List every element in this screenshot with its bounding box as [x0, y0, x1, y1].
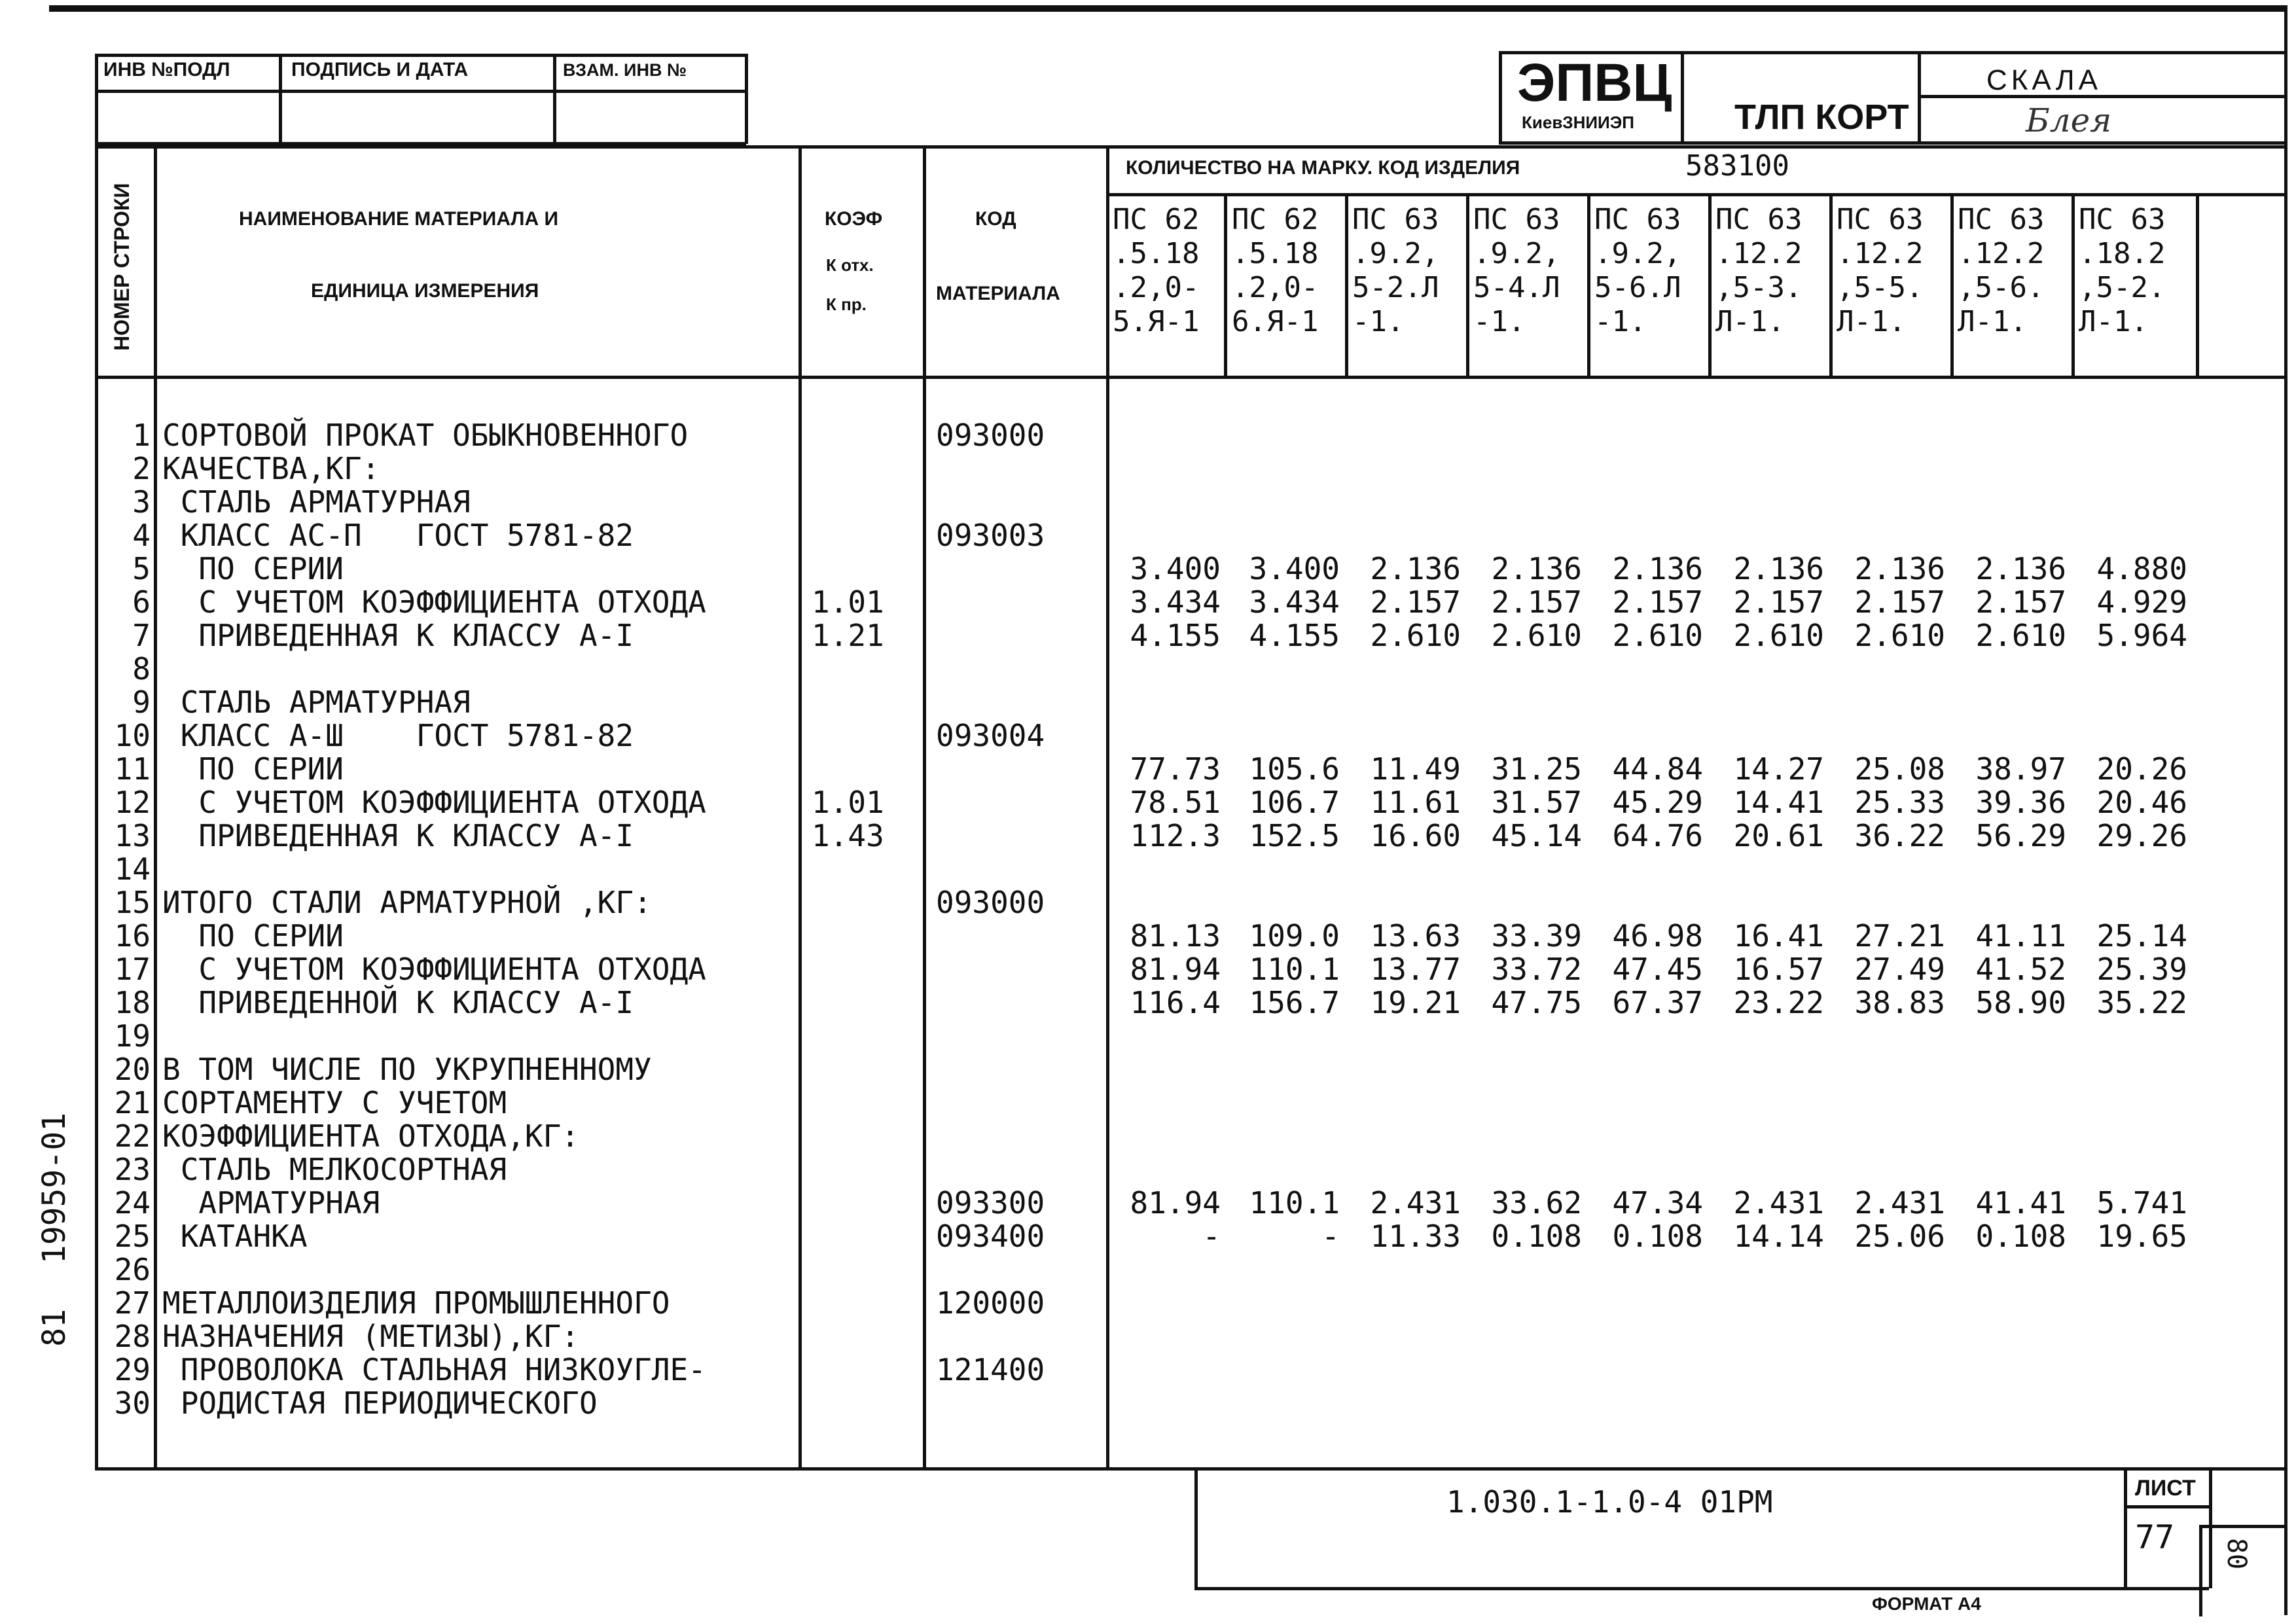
- row-number: 13: [114, 818, 151, 853]
- kod-header: КОД: [975, 208, 1016, 230]
- material-header-line2: ЕДИНИЦА ИЗМЕРЕНИЯ: [311, 280, 539, 302]
- material-code: 121400: [936, 1352, 1045, 1387]
- quantity-value: 25.14: [2096, 918, 2187, 954]
- operator-value: ТЛП КОРТ: [1734, 98, 1909, 137]
- quantity-value: 0.108: [1491, 1219, 1582, 1254]
- table-row: [0, 652, 2296, 686]
- quantity-value: 105.6: [1249, 751, 1340, 787]
- quantity-value: 2.157: [1854, 584, 1945, 620]
- table-row: [0, 1153, 2296, 1186]
- quantity-value: 81.13: [1130, 918, 1221, 954]
- quantity-value: 110.1: [1249, 952, 1340, 987]
- material-name: КЛАСС АС-П ГОСТ 5781-82: [162, 518, 634, 553]
- quantity-value: 35.22: [2096, 985, 2187, 1020]
- table-row: [0, 619, 2296, 652]
- quantity-value: 2.136: [1612, 551, 1703, 586]
- quantity-value: 112.3: [1130, 818, 1221, 853]
- column-header: ПС 63 .18.2 ,5-2. Л-1.: [2079, 203, 2166, 338]
- quantity-value: 2.136: [1854, 551, 1945, 586]
- table-row: [0, 686, 2296, 719]
- signature: Блея: [2026, 101, 2112, 139]
- material-name: РОДИСТАЯ ПЕРИОДИЧЕСКОГО: [162, 1385, 598, 1421]
- row-number: 24: [114, 1185, 151, 1221]
- material-name: КЛАСС А-Ш ГОСТ 5781-82: [162, 718, 634, 753]
- material-name: В ТОМ ЧИСЛЕ ПО УКРУПНЕННОМУ: [162, 1052, 652, 1087]
- format-label: ФОРМАТ А4: [1872, 1594, 1981, 1614]
- product-code: 583100: [1685, 149, 1789, 183]
- row-number: 5: [132, 551, 151, 586]
- table-row: [0, 953, 2296, 986]
- koef-value: 1.01: [812, 584, 884, 620]
- quantity-value: 19.21: [1370, 985, 1461, 1020]
- quantity-value: 2.610: [1612, 618, 1703, 653]
- column-header: ПС 63 .9.2, 5-4.Л -1.: [1473, 203, 1560, 338]
- column-header: ПС 63 .12.2 ,5-5. Л-1.: [1837, 203, 1924, 338]
- material-name: КОЭФФИЦИЕНТА ОТХОДА,КГ:: [162, 1118, 579, 1154]
- quantity-value: 2.610: [1370, 618, 1461, 653]
- column-header: ПС 63 .9.2, 5-2.Л -1.: [1352, 203, 1439, 338]
- quantity-value: 45.14: [1491, 818, 1582, 853]
- quantity-value: 109.0: [1249, 918, 1340, 954]
- material-name: ПО СЕРИИ: [162, 551, 344, 586]
- quantity-value: 116.4: [1130, 985, 1221, 1020]
- quantity-value: 29.26: [2096, 818, 2187, 853]
- row-number: 26: [114, 1252, 151, 1287]
- inv-podl-label: ИНВ №ПОДЛ: [103, 59, 230, 80]
- row-number: 2: [132, 451, 151, 486]
- table-row: [0, 986, 2296, 1020]
- quantity-value: 14.27: [1733, 751, 1824, 787]
- quantity-value: 4.155: [1130, 618, 1221, 653]
- quantity-value: 25.39: [2096, 952, 2187, 987]
- koef-header: КОЭФ: [825, 208, 883, 230]
- quantity-value: 152.5: [1249, 818, 1340, 853]
- quantity-value: 2.431: [1854, 1185, 1945, 1221]
- quantity-value: 2.136: [1733, 551, 1824, 586]
- table-row: [0, 1186, 2296, 1220]
- quantity-value: 2.431: [1370, 1185, 1461, 1221]
- quantity-value: 67.37: [1612, 985, 1703, 1020]
- quantity-value: 33.39: [1491, 918, 1582, 954]
- material-name: СТАЛЬ МЕЛКОСОРТНАЯ: [162, 1152, 507, 1187]
- row-number-header: НОМЕР СТРОКИ: [110, 183, 134, 351]
- table-row: [0, 552, 2296, 586]
- table-row: [0, 1320, 2296, 1353]
- k-pr-header: К пр.: [826, 294, 867, 314]
- quantity-value: 2.136: [1491, 551, 1582, 586]
- quantity-value: 58.90: [1975, 985, 2066, 1020]
- quantity-value: 2.136: [1370, 551, 1461, 586]
- quantity-value: 4.155: [1249, 618, 1340, 653]
- quantity-value: 47.75: [1491, 985, 1582, 1020]
- column-header: ПС 63 .12.2 ,5-6. Л-1.: [1958, 203, 2045, 338]
- row-number: 3: [132, 484, 151, 520]
- quantity-value: 110.1: [1249, 1185, 1340, 1221]
- quantity-value: -: [1321, 1219, 1340, 1254]
- quantity-value: 41.11: [1975, 918, 2066, 954]
- quantity-value: 38.83: [1854, 985, 1945, 1020]
- quantity-value: 27.49: [1854, 952, 1945, 987]
- quantity-value: 11.61: [1370, 785, 1461, 820]
- material-name: СОРТОВОЙ ПРОКАТ ОБЫКНОВЕННОГО: [162, 418, 689, 453]
- row-number: 30: [114, 1385, 151, 1421]
- quantity-value: 77.73: [1130, 751, 1221, 787]
- system-name: СКАЛА: [1986, 64, 2102, 96]
- quantity-value: 81.94: [1130, 952, 1221, 987]
- quantity-value: 13.63: [1370, 918, 1461, 954]
- quantity-value: 0.108: [1612, 1219, 1703, 1254]
- material-code: 093300: [936, 1185, 1045, 1221]
- material-name: НАЗНАЧЕНИЯ (МЕТИЗЫ),КГ:: [162, 1319, 579, 1354]
- quantity-value: 2.157: [1733, 584, 1824, 620]
- sheet-label: ЛИСТ: [2135, 1476, 2196, 1501]
- row-number: 17: [114, 952, 151, 987]
- table-row: [0, 1287, 2296, 1320]
- quantity-value: 0.108: [1975, 1219, 2066, 1254]
- row-number: 23: [114, 1152, 151, 1187]
- quantity-value: 5.741: [2096, 1185, 2187, 1221]
- column-header: ПС 62 .5.18 .2,0- 6.Я-1: [1232, 203, 1319, 338]
- row-number: 18: [114, 985, 151, 1020]
- quantity-value: 33.62: [1491, 1185, 1582, 1221]
- material-name: СТАЛЬ АРМАТУРНАЯ: [162, 484, 471, 520]
- quantity-value: 56.29: [1975, 818, 2066, 853]
- quantity-value: 2.431: [1733, 1185, 1824, 1221]
- quantity-value: 20.61: [1733, 818, 1824, 853]
- table-row: [0, 819, 2296, 853]
- quantity-value: 2.157: [1612, 584, 1703, 620]
- quantity-value: 27.21: [1854, 918, 1945, 954]
- table-row: [0, 853, 2296, 886]
- quantity-value: 41.41: [1975, 1185, 2066, 1221]
- material-code: 093000: [936, 885, 1045, 920]
- quantity-value: 2.157: [1975, 584, 2066, 620]
- row-number: 20: [114, 1052, 151, 1087]
- material-name: ПРИВЕДЕННАЯ К КЛАССУ А-I: [162, 618, 634, 653]
- row-number: 9: [132, 685, 151, 720]
- quantity-value: 81.94: [1130, 1185, 1221, 1221]
- table-body: [0, 419, 2296, 1440]
- quantity-value: 2.157: [1491, 584, 1582, 620]
- table-row: [0, 1086, 2296, 1120]
- top-edge-line: [49, 5, 2287, 12]
- table-row: [0, 1353, 2296, 1387]
- quantity-value: 19.65: [2096, 1219, 2187, 1254]
- quantity-value: 16.41: [1733, 918, 1824, 954]
- column-header: ПС 62 .5.18 .2,0- 5.Я-1: [1113, 203, 1200, 338]
- quantity-value: 36.22: [1854, 818, 1945, 853]
- quantity-value: 25.33: [1854, 785, 1945, 820]
- quantity-value: 3.434: [1249, 584, 1340, 620]
- row-number: 22: [114, 1118, 151, 1154]
- quantity-value: 20.46: [2096, 785, 2187, 820]
- quantity-value: 64.76: [1612, 818, 1703, 853]
- quantity-value: 2.610: [1733, 618, 1824, 653]
- material-code: 093000: [936, 418, 1045, 453]
- table-row: [0, 1387, 2296, 1420]
- material-name: С УЧЕТОМ КОЭФФИЦИЕНТА ОТХОДА: [162, 952, 706, 987]
- material-name: С УЧЕТОМ КОЭФФИЦИЕНТА ОТХОДА: [162, 584, 706, 620]
- material-name: ПО СЕРИИ: [162, 751, 344, 787]
- quantity-value: 13.77: [1370, 952, 1461, 987]
- quantity-value: -: [1202, 1219, 1221, 1254]
- material-name: АРМАТУРНАЯ: [162, 1185, 380, 1221]
- margin-code: 19959-01: [36, 1113, 73, 1264]
- koef-value: 1.01: [812, 785, 884, 820]
- material-name: КАТАНКА: [162, 1219, 308, 1254]
- quantity-value: 33.72: [1491, 952, 1582, 987]
- quantity-value: 11.49: [1370, 751, 1461, 787]
- table-row: [0, 586, 2296, 619]
- material-name: ПО СЕРИИ: [162, 918, 344, 954]
- quantity-value: 25.06: [1854, 1219, 1945, 1254]
- quantity-value: 39.36: [1975, 785, 2066, 820]
- row-number: 6: [132, 584, 151, 620]
- row-number: 28: [114, 1319, 151, 1354]
- quantity-value: 2.610: [1491, 618, 1582, 653]
- material-code: 093400: [936, 1219, 1045, 1254]
- table-row: [0, 786, 2296, 819]
- quantity-value: 3.400: [1249, 551, 1340, 586]
- quantity-value: 23.22: [1733, 985, 1824, 1020]
- table-row: [0, 719, 2296, 753]
- material-name: ПРИВЕДЕННОЙ К КЛАССУ А-I: [162, 985, 634, 1020]
- column-header: ПС 63 .9.2, 5-6.Л -1.: [1594, 203, 1681, 338]
- table-row: [0, 452, 2296, 486]
- sign-date-label: ПОДПИСЬ И ДАТА: [291, 59, 469, 80]
- quantity-value: 156.7: [1249, 985, 1340, 1020]
- quantity-value: 11.33: [1370, 1219, 1461, 1254]
- quantity-value: 38.97: [1975, 751, 2066, 787]
- quantity-value: 16.57: [1733, 952, 1824, 987]
- quantity-value: 2.136: [1975, 551, 2066, 586]
- koef-value: 1.21: [812, 618, 884, 653]
- material-code: 120000: [936, 1285, 1045, 1321]
- quantity-value: 25.08: [1854, 751, 1945, 787]
- row-number: 1: [132, 418, 151, 453]
- material-header-line1: НАИМЕНОВАНИЕ МАТЕРИАЛА И: [239, 208, 559, 230]
- material-name: МЕТАЛЛОИЗДЕЛИЯ ПРОМЫШЛЕННОГО: [162, 1285, 670, 1321]
- quantity-value: 78.51: [1130, 785, 1221, 820]
- row-number: 14: [114, 851, 151, 887]
- table-row: [0, 519, 2296, 552]
- quantity-value: 2.610: [1854, 618, 1945, 653]
- material-code: 093003: [936, 518, 1045, 553]
- table-row: [0, 1020, 2296, 1053]
- row-number: 10: [114, 718, 151, 753]
- quantity-value: 47.34: [1612, 1185, 1703, 1221]
- row-number: 25: [114, 1219, 151, 1254]
- quantity-value: 14.41: [1733, 785, 1824, 820]
- row-number: 19: [114, 1018, 151, 1054]
- row-number: 16: [114, 918, 151, 954]
- column-header: ПС 63 .12.2 ,5-3. Л-1.: [1715, 203, 1803, 338]
- table-row: [0, 486, 2296, 519]
- koef-value: 1.43: [812, 818, 884, 853]
- sheet-number: 77: [2135, 1518, 2175, 1556]
- quantity-value: 41.52: [1975, 952, 2066, 987]
- quantity-value: 3.400: [1130, 551, 1221, 586]
- material-code: 093004: [936, 718, 1045, 753]
- doc-code: 1.030.1-1.0-4 01PM: [1446, 1484, 1773, 1520]
- quantity-value: 3.434: [1130, 584, 1221, 620]
- table-row: [0, 419, 2296, 452]
- quantity-header: КОЛИЧЕСТВО НА МАРКУ. КОД ИЗДЕЛИЯ: [1126, 157, 1520, 179]
- material-name: КАЧЕСТВА,КГ:: [162, 451, 380, 486]
- material-name: СТАЛЬ АРМАТУРНАЯ: [162, 685, 471, 720]
- table-row: [0, 1053, 2296, 1086]
- row-number: 21: [114, 1085, 151, 1120]
- quantity-value: 47.45: [1612, 952, 1703, 987]
- material-name: СОРТАМЕНТУ С УЧЕТОМ: [162, 1085, 507, 1120]
- table-row: [0, 1220, 2296, 1253]
- quantity-value: 31.25: [1491, 751, 1582, 787]
- row-number: 7: [132, 618, 151, 653]
- row-number: 15: [114, 885, 151, 920]
- row-number: 4: [132, 518, 151, 553]
- material-name: С УЧЕТОМ КОЭФФИЦИЕНТА ОТХОДА: [162, 785, 706, 820]
- quantity-value: 14.14: [1733, 1219, 1824, 1254]
- quantity-value: 4.929: [2096, 584, 2187, 620]
- quantity-value: 45.29: [1612, 785, 1703, 820]
- quantity-value: 31.57: [1491, 785, 1582, 820]
- quantity-value: 46.98: [1612, 918, 1703, 954]
- row-number: 12: [114, 785, 151, 820]
- row-number: 8: [132, 651, 151, 687]
- quantity-value: 16.60: [1370, 818, 1461, 853]
- row-number: 29: [114, 1352, 151, 1387]
- quantity-value: 4.880: [2096, 551, 2187, 586]
- quantity-value: 20.26: [2096, 751, 2187, 787]
- quantity-value: 44.84: [1612, 751, 1703, 787]
- table-row: [0, 886, 2296, 919]
- table-row: [0, 1120, 2296, 1153]
- material-name: ИТОГО СТАЛИ АРМАТУРНОЙ ,КГ:: [162, 885, 652, 920]
- quantity-value: 5.964: [2096, 618, 2187, 653]
- vzam-inv-label: ВЗАМ. ИНВ №: [563, 60, 687, 80]
- row-number: 27: [114, 1285, 151, 1321]
- table-row: [0, 919, 2296, 953]
- org-name: ЭПВЦ: [1517, 53, 1672, 113]
- quantity-value: 2.610: [1975, 618, 2066, 653]
- quantity-value: 2.157: [1370, 584, 1461, 620]
- material-name: ПРОВОЛОКА СТАЛЬНАЯ НИЗКОУГЛЕ-: [162, 1352, 706, 1387]
- material-name: ПРИВЕДЕННАЯ К КЛАССУ А-I: [162, 818, 634, 853]
- k-otx-header: К отх.: [826, 255, 874, 275]
- table-row: [0, 753, 2296, 786]
- table-row: [0, 1253, 2296, 1287]
- row-number: 11: [114, 751, 151, 787]
- materiala-header: МАТЕРИАЛА: [936, 283, 1060, 304]
- quantity-value: 106.7: [1249, 785, 1340, 820]
- margin-number: 81: [36, 1309, 73, 1347]
- org-sub: КиевЗНИИЭП: [1522, 113, 1634, 132]
- side-page-number: 80: [2221, 1538, 2251, 1570]
